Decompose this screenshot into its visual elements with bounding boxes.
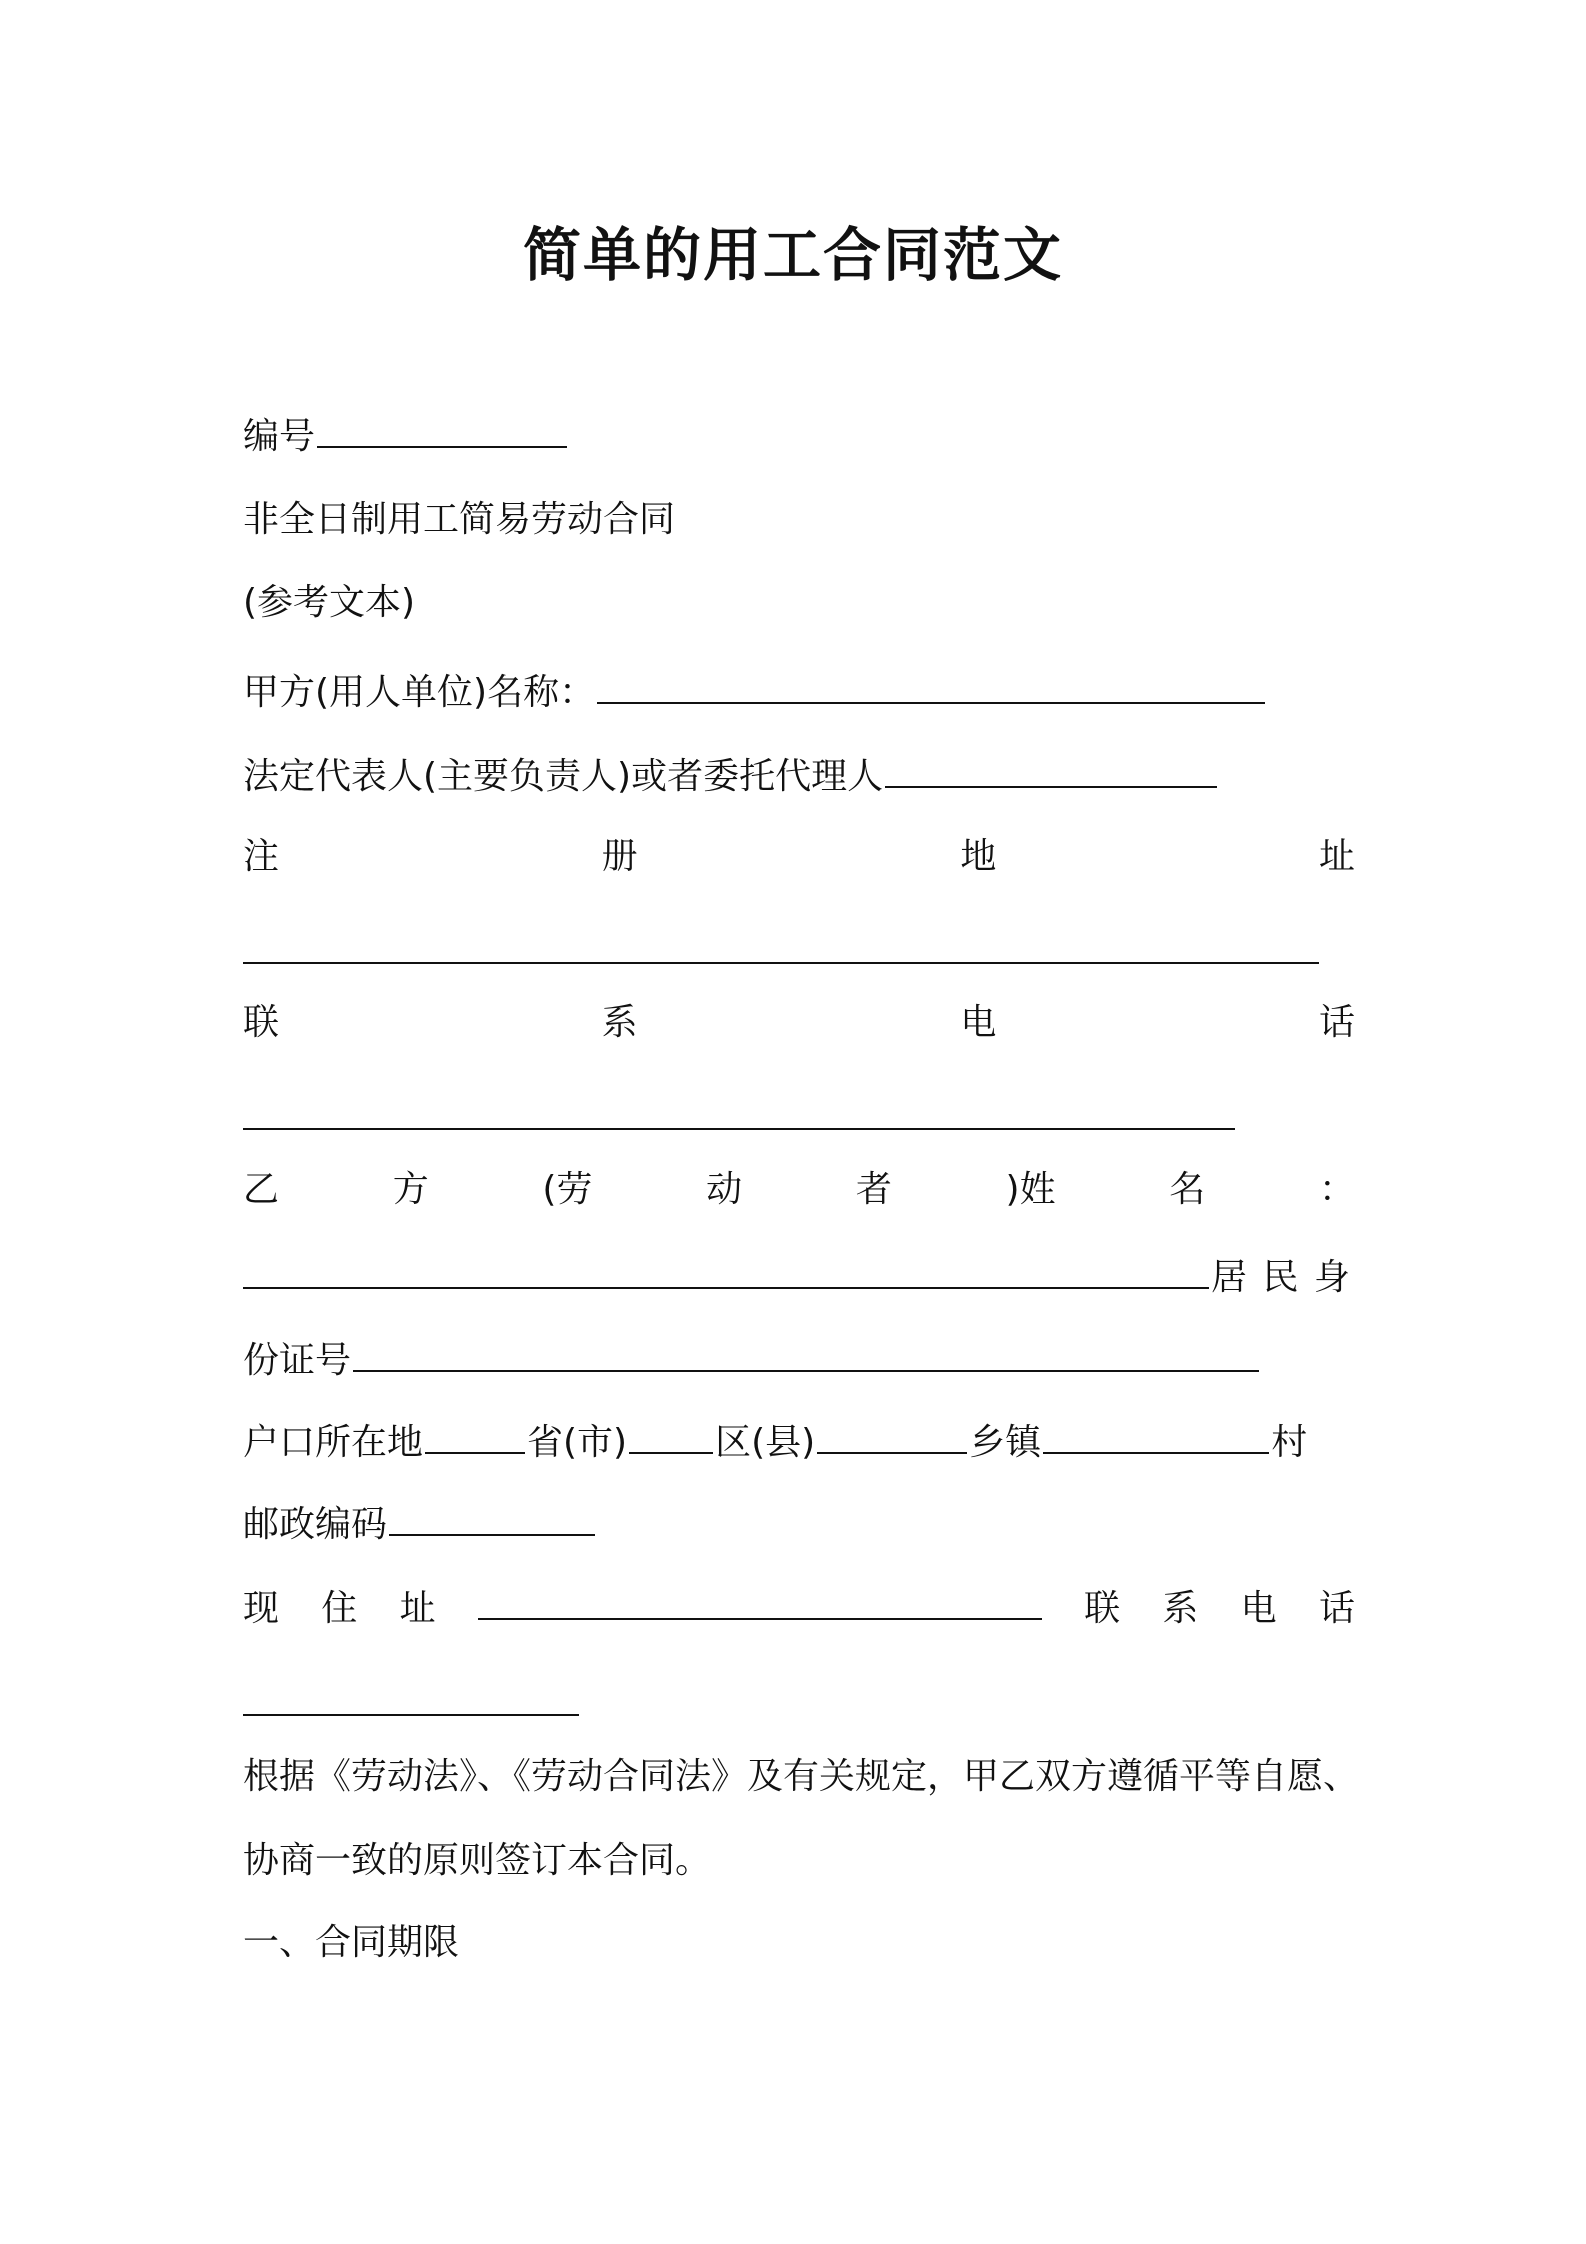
party-b-char: ： <box>1318 1169 1355 1210</box>
province-label: 省(市) <box>527 1422 628 1463</box>
current-address-char: 现 <box>243 1588 280 1629</box>
party-b-char: 方 <box>392 1169 429 1210</box>
legal-rep-line <box>243 752 1355 802</box>
resident-label: 居 民 身 <box>1211 1257 1352 1298</box>
legal-rep-label: 法定代表人(主要负责人)或者委托代理人 <box>243 756 884 797</box>
party-b-char: 者 <box>855 1169 892 1210</box>
id-number-line <box>243 1336 1355 1386</box>
current-address-char: 住 <box>321 1588 358 1629</box>
contract-type: 非全日制用工简易劳动合同 <box>243 499 676 540</box>
phone-char: 系 <box>601 1002 638 1043</box>
village-blank[interactable] <box>1043 1418 1269 1454</box>
current-phone-char: 电 <box>1240 1588 1277 1629</box>
reg-address-char: 地 <box>960 836 997 877</box>
id-number-label: 份证号 <box>243 1340 352 1381</box>
phone-char: 话 <box>1318 1002 1355 1043</box>
id-number-blank[interactable] <box>353 1336 1259 1372</box>
legal-rep-blank[interactable] <box>885 752 1217 788</box>
reg-address-char: 册 <box>601 836 638 877</box>
reg-address-char: 址 <box>1318 836 1355 877</box>
basis-line-2: 协商一致的原则签订本合同。 <box>243 1840 712 1881</box>
number-line <box>243 412 1355 462</box>
party-b-name-blank[interactable] <box>243 1253 1209 1289</box>
current-phone-blank[interactable] <box>243 1714 579 1716</box>
party-a-name-blank[interactable] <box>597 668 1265 704</box>
reg-address-blank[interactable] <box>243 962 1319 964</box>
document-title: 简单的用工合同范文 <box>522 221 1063 289</box>
town-blank[interactable] <box>817 1418 967 1454</box>
district-label: 区(县) <box>715 1422 816 1463</box>
phone-char: 电 <box>960 1002 997 1043</box>
reference-note: (参考文本) <box>243 582 416 623</box>
current-phone-char: 话 <box>1318 1588 1355 1629</box>
village-label: 村 <box>1271 1422 1308 1463</box>
number-label: 编号 <box>243 416 316 457</box>
party-b-char: 动 <box>706 1169 743 1210</box>
number-blank[interactable] <box>317 412 567 448</box>
province-blank[interactable] <box>425 1418 525 1454</box>
postcode-label: 邮政编码 <box>243 1504 388 1545</box>
section-1-heading: 一、合同期限 <box>243 1922 460 1963</box>
current-phone-char: 系 <box>1162 1588 1199 1629</box>
party-a-name-line <box>243 668 1355 718</box>
party-b-char: (劳 <box>542 1169 593 1210</box>
district-blank[interactable] <box>629 1418 713 1454</box>
current-address-char: 址 <box>399 1588 436 1629</box>
party-b-char: 名 <box>1169 1169 1206 1210</box>
current-address-line <box>243 1584 1355 1634</box>
party-b-char: 乙 <box>243 1169 280 1210</box>
reg-address-char: 注 <box>243 836 280 877</box>
party-b-name-line <box>243 1253 1355 1303</box>
postcode-blank[interactable] <box>389 1500 595 1536</box>
household-line <box>243 1418 1355 1468</box>
party-a-phone-label <box>243 998 1355 1048</box>
basis-line-1: 根据《劳动法》、《劳动合同法》及有关规定，甲乙双方遵循平等自愿、 <box>243 1756 1360 1797</box>
phone-char: 联 <box>243 1002 280 1043</box>
household-label: 户口所在地 <box>243 1422 424 1463</box>
party-a-name-label: 甲方(用人单位)名称： <box>243 672 596 713</box>
town-label: 乡镇 <box>969 1422 1042 1463</box>
current-phone-char: 联 <box>1084 1588 1121 1629</box>
current-address-blank[interactable] <box>478 1584 1042 1620</box>
party-b-char: )姓 <box>1005 1169 1056 1210</box>
party-b-name-label <box>243 1165 1355 1215</box>
postcode-line <box>243 1500 1355 1550</box>
party-a-phone-blank[interactable] <box>243 1128 1235 1130</box>
reg-address-label <box>243 832 1355 882</box>
